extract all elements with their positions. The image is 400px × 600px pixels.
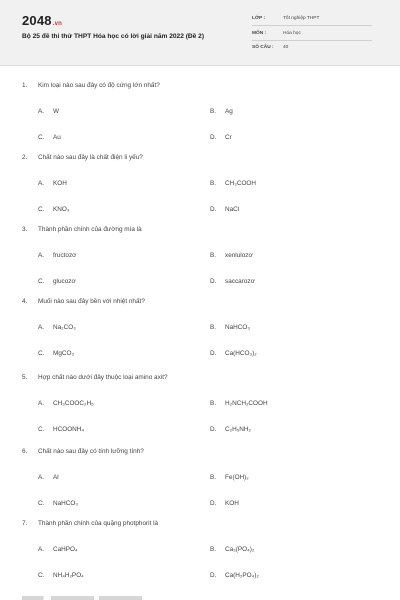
meta-count-label: SỐ CÂU : (252, 45, 274, 50)
question-stem: Muối nào sau đây bền với nhiệt nhất? (38, 298, 145, 305)
option-text: glucozơ (53, 278, 76, 285)
question-stem: Thành phần chính của quặng photphorit là (38, 520, 159, 527)
option-c[interactable] (38, 278, 76, 285)
option-text: Fe(OH)₂ (225, 474, 249, 481)
option-text: CaHPO₄ (53, 546, 78, 553)
option-label: B. (210, 400, 217, 407)
option-text: Au (53, 134, 61, 141)
option-c[interactable] (38, 206, 69, 213)
option-b[interactable] (210, 252, 253, 259)
option-c[interactable] (38, 350, 74, 357)
option-text: Al (53, 474, 59, 481)
option-d[interactable] (210, 206, 239, 213)
option-label: D. (210, 500, 217, 507)
option-label: B. (210, 180, 217, 187)
option-label: D. (210, 206, 217, 213)
option-label: D. (210, 278, 217, 285)
option-text: H₂NCH₂COOH (225, 400, 268, 407)
question-number: 1. (22, 82, 28, 89)
option-text: CH₃COOH (225, 180, 257, 187)
exam-title: Bộ 25 đề thi thử THPT Hóa học có lời giải năm 2022 (Đề 2) (22, 33, 205, 40)
option-label: C. (38, 572, 45, 579)
option-label: A. (38, 180, 45, 187)
option-text: CH₃COOC₂H₅ (53, 400, 94, 407)
option-label: D. (210, 426, 217, 433)
question-stem: Kim loại nào sau đây có độ cứng lớn nhất? (38, 82, 160, 89)
question-stem: Chất nào sau đây là chất điện li yếu? (38, 154, 143, 161)
option-c[interactable] (38, 572, 84, 579)
option-label: A. (38, 400, 45, 407)
option-b[interactable] (210, 324, 250, 331)
option-label: B. (210, 546, 217, 553)
option-a[interactable] (38, 546, 78, 553)
option-label: A. (38, 546, 45, 553)
option-d[interactable] (210, 500, 239, 507)
logo-suffix: .vn (52, 21, 63, 27)
option-b[interactable] (210, 108, 233, 115)
question-number: 4. (22, 298, 28, 305)
meta-count (252, 44, 372, 55)
question-text (22, 448, 144, 455)
option-label: A. (38, 252, 45, 259)
option-d[interactable] (210, 278, 255, 285)
option-text: KNO₃ (53, 206, 70, 213)
option-text: Ca(HCO₃)₂ (225, 350, 257, 357)
option-d[interactable] (210, 134, 232, 141)
option-text: NaHCO₃ (225, 324, 250, 331)
option-a[interactable] (38, 180, 67, 187)
question-text (22, 298, 145, 305)
option-label: B. (210, 474, 217, 481)
cut-off-question-text (22, 596, 142, 600)
logo-main: 2048 (22, 13, 52, 28)
meta-grade (252, 15, 372, 26)
meta-count-value: 40 (283, 45, 289, 50)
option-d[interactable] (210, 426, 251, 433)
option-b[interactable] (210, 474, 249, 481)
option-c[interactable] (38, 134, 61, 141)
option-text: NaHCO₃ (53, 500, 78, 507)
option-b[interactable] (210, 180, 256, 187)
meta-divider (252, 40, 372, 41)
option-b[interactable] (210, 400, 268, 407)
option-label: C. (38, 350, 45, 357)
option-a[interactable] (38, 324, 76, 331)
option-a[interactable] (38, 108, 59, 115)
question-number: 6. (22, 448, 28, 455)
option-label: C. (38, 206, 45, 213)
question-text (22, 154, 143, 161)
option-c[interactable] (38, 426, 84, 433)
option-label: D. (210, 572, 217, 579)
exam-header (0, 0, 400, 66)
option-label: B. (210, 108, 217, 115)
option-text: HCOONH₄ (53, 426, 85, 433)
option-text: W (53, 108, 60, 115)
option-text: Ag (225, 108, 233, 115)
option-text: NH₄H₂PO₄ (53, 572, 84, 579)
meta-grade-label: LỚP : (252, 16, 266, 21)
option-text: KOH (225, 500, 239, 507)
option-label: A. (38, 474, 45, 481)
option-label: C. (38, 278, 45, 285)
question-stem: Chất nào sau đây có tính lưỡng tính? (38, 448, 144, 455)
meta-grade-value: Tốt nghiệp THPT (283, 16, 320, 21)
option-label: D. (210, 134, 217, 141)
option-c[interactable] (38, 500, 78, 507)
option-text: MgCO₃ (53, 350, 75, 357)
question-text (22, 226, 142, 233)
meta-subject-label: MÔN : (252, 31, 267, 36)
option-b[interactable] (210, 546, 254, 553)
question-text (22, 374, 168, 381)
meta-subject (252, 30, 372, 41)
question-number: 7. (22, 520, 28, 527)
site-logo[interactable] (22, 13, 62, 28)
meta-subject-value: Hóa học (283, 31, 301, 36)
option-text: Na₂CO₃ (53, 324, 76, 331)
option-text: xenlulozơ (225, 252, 253, 259)
option-text: NaCl (225, 206, 240, 213)
option-label: A. (38, 324, 45, 331)
option-text: Cr (225, 134, 232, 141)
option-a[interactable] (38, 400, 94, 407)
question-text (22, 82, 160, 89)
option-label: C. (38, 500, 45, 507)
question-number: 5. (22, 374, 28, 381)
option-a[interactable] (38, 252, 76, 259)
option-d[interactable] (210, 350, 257, 357)
question-number: 3. (22, 226, 28, 233)
question-stem: Hợp chất nào dưới đây thuộc loại amino axit? (38, 374, 168, 381)
option-text: KOH (53, 180, 67, 187)
option-text: saccarozơ (225, 278, 255, 285)
option-text: Ca(H₂PO₄)₂ (225, 572, 259, 579)
option-label: A. (38, 108, 45, 115)
option-text: C₂H₅NH₂ (225, 426, 251, 433)
option-a[interactable] (38, 474, 59, 481)
question-stem: Thành phần chính của đường mía là (38, 226, 142, 233)
question-text (22, 520, 158, 527)
question-number: 2. (22, 154, 28, 161)
option-label: B. (210, 252, 217, 259)
option-d[interactable] (210, 572, 259, 579)
option-text: fructozơ (53, 252, 77, 259)
option-label: C. (38, 426, 45, 433)
meta-divider (252, 25, 372, 26)
option-label: D. (210, 350, 217, 357)
option-text: Ca₃(PO₄)₂ (225, 546, 255, 553)
option-label: C. (38, 134, 45, 141)
option-label: B. (210, 324, 217, 331)
